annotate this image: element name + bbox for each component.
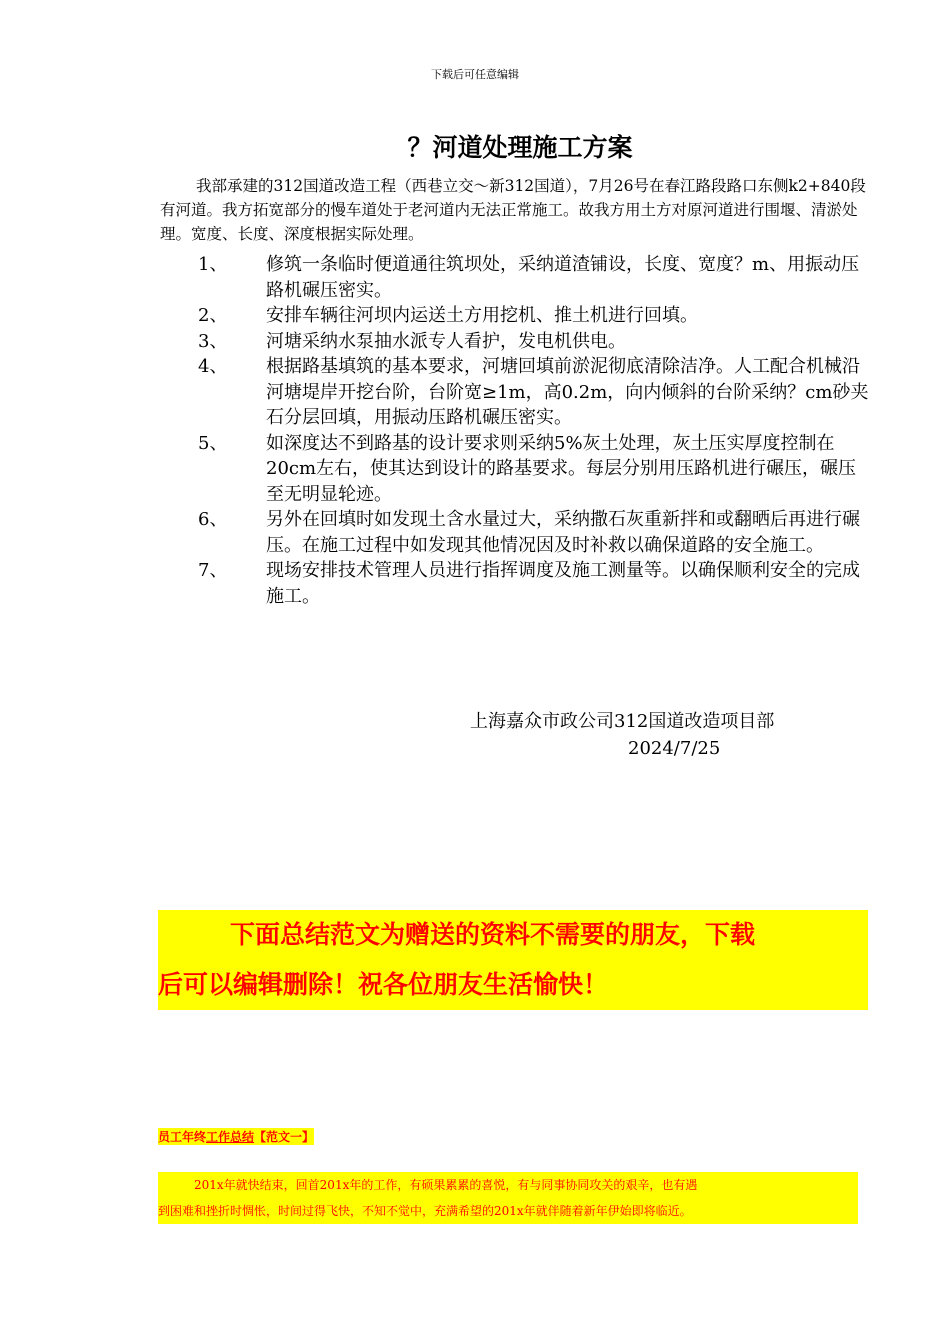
signature-block xyxy=(470,708,870,762)
list-item xyxy=(198,354,870,431)
signature-date: 2024/7/25 xyxy=(628,738,721,759)
sample-title-a: 员工年终 xyxy=(158,1130,207,1144)
signature-org: 上海嘉众市政公司312国道改造项目部 xyxy=(470,711,775,732)
item-number: 4、 xyxy=(198,356,228,377)
list-item xyxy=(198,329,870,355)
sample-line-1: 201x年就快结束，回首201x年的工作，有硕果累累的喜悦，有与同事协同攻关的艰辛，也有遇 xyxy=(194,1178,698,1192)
list-item xyxy=(198,507,870,558)
step-list xyxy=(198,252,870,609)
promo-notice xyxy=(158,910,868,1010)
sample-body xyxy=(158,1172,858,1224)
list-item xyxy=(198,431,870,508)
item-number: 1、 xyxy=(198,254,228,275)
header-note: 下载后可任意编辑 xyxy=(431,68,519,81)
item-number: 7、 xyxy=(198,560,228,581)
sample-title-b: 工作总结 xyxy=(206,1130,255,1144)
item-number: 2、 xyxy=(198,305,228,326)
item-text: 根据路基填筑的基本要求，河塘回填前淤泥彻底清除洁净。人工配合机械沿河塘堤岸开挖台阶，台阶宽≥1m，高0.2m，向内倾斜的台阶采纳？cm砂夹石分层回填，用振动压路机碾压密实。 xyxy=(266,356,869,428)
item-number: 3、 xyxy=(198,330,228,352)
item-text: 另外在回填时如发现土含水量过大，采纳撒石灰重新拌和或翻晒后再进行碾压。在施工过程中如发现其他情况因及时补救以确保道路的安全施工。 xyxy=(266,509,860,556)
item-text: 河塘采纳水泵抽水派专人看护，发电机供电。 xyxy=(266,330,626,352)
item-text: 修筑一条临时便道通往筑坝处，采纳道渣铺设，长度、宽度？m、用振动压路机碾压密实。 xyxy=(266,254,860,301)
promo-line-2: 后可以编辑删除！祝各位朋友生活愉快！ xyxy=(158,970,609,999)
list-item xyxy=(198,303,870,329)
list-item xyxy=(198,252,870,303)
item-text: 现场安排技术管理人员进行指挥调度及施工测量等。以确保顺利安全的完成施工。 xyxy=(266,560,860,607)
item-text: 安排车辆往河坝内运送土方用挖机、推土机进行回填。 xyxy=(266,305,698,326)
item-number: 5、 xyxy=(198,432,228,454)
sample-title xyxy=(158,1128,314,1145)
sample-title-c: 【范文一】 xyxy=(254,1130,315,1144)
page-title: ？河道处理施工方案 xyxy=(407,133,633,162)
item-text: 如深度达不到路基的设计要求则采纳5%灰土处理，灰土压实厚度控制在20cm左右，使其达到设计的路基要求。每层分别用压路机进行碾压，碾压至无明显轮迹。 xyxy=(266,432,857,505)
item-number: 6、 xyxy=(198,509,228,530)
list-item xyxy=(198,558,870,609)
intro-paragraph: 我部承建的312国道改造工程（西巷立交～新312国道），7月26号在春江路段路口东侧k2+840段有河道。我方拓宽部分的慢车道处于老河道内无法正常施工。故我方用土方对原河道进行围堰、清淤处理。宽度、长度、深度根据实际处理。 xyxy=(160,177,866,243)
sample-line-2: 到困难和挫折时惆怅，时间过得飞快，不知不觉中，充满希望的201x年就伴随着新年伊始即将临近。 xyxy=(158,1204,692,1218)
promo-line-1: 下面总结范文为赠送的资料不需要的朋友，下载 xyxy=(230,920,756,949)
